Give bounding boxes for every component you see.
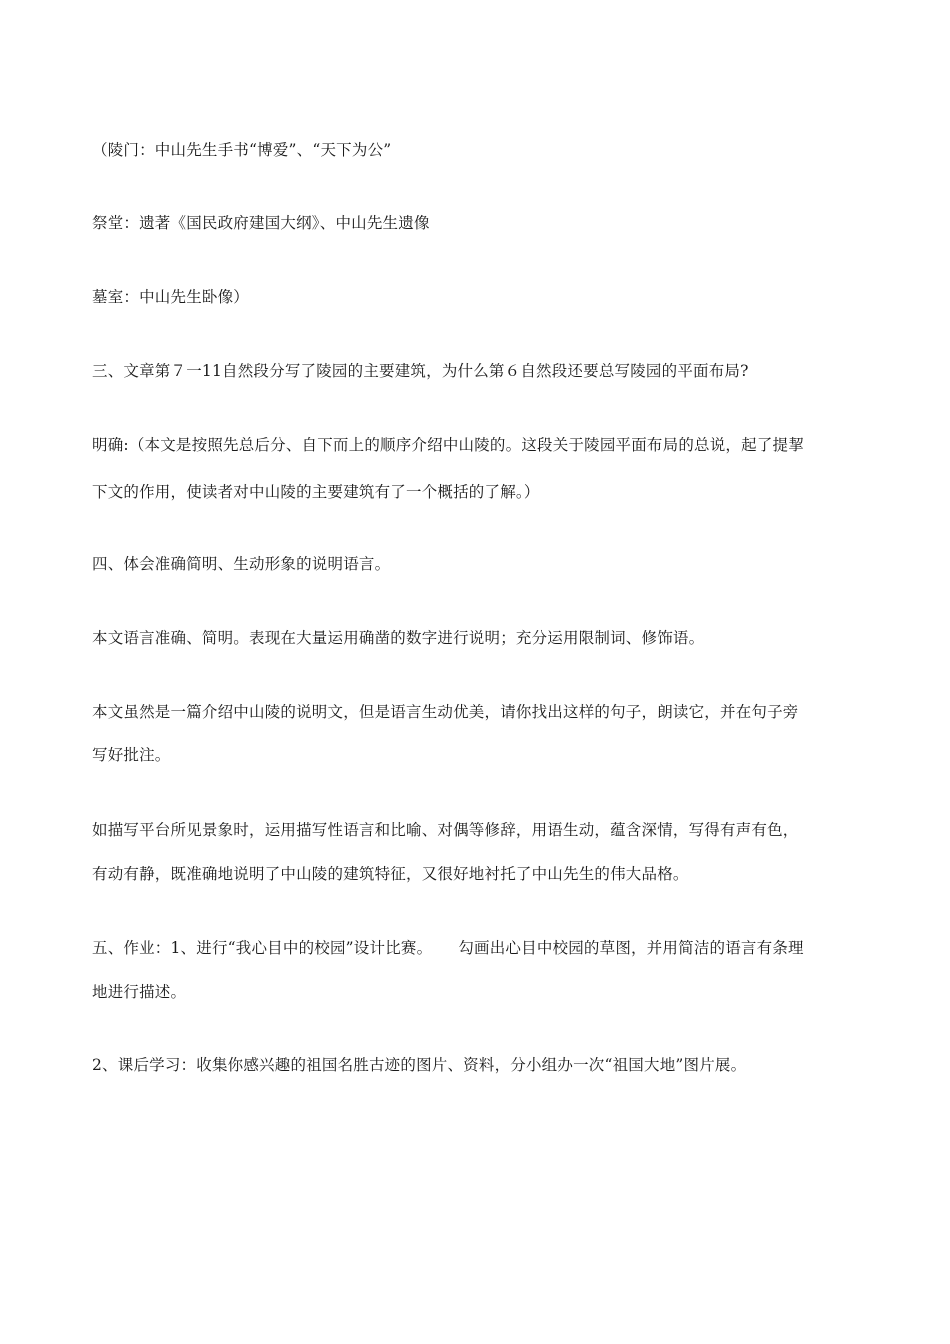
text-line-language-2b: 写好批注。 — [92, 746, 171, 764]
homework-part-a: 五、作业：1、进行“我心目中的校园”设计比赛。 — [92, 939, 433, 957]
text-line-jitang: 祭堂：遗著《国民政府建国大纲》、中山先生遗像 — [92, 214, 430, 232]
text-line-language-2a: 本文虽然是一篇介绍中山陵的说明文，但是语言生动优美，请你找出这样的句子，朗读它，并在句子旁 — [92, 703, 799, 721]
text-line-mushi: 墓室：中山先生卧像） — [92, 288, 250, 306]
text-line-homework-1 — [92, 938, 862, 958]
text-line-example-1: 如描写平台所见景象时，运用描写性语言和比喻、对偶等修辞，用语生动，蕴含深情，写得有声有色， — [92, 821, 799, 839]
text-line-example-2: 有动有静，既准确地说明了中山陵的建筑特征，又很好地衬托了中山先生的伟大品格。 — [92, 865, 689, 883]
text-line-language-1: 本文语言准确、简明。表现在大量运用确凿的数字进行说明；充分运用限制词、修饰语。 — [92, 629, 705, 647]
text-line-homework-2: 地进行描述。 — [92, 983, 187, 1001]
text-line-answer-2: 下文的作用，使读者对中山陵的主要建筑有了一个概括的了解。） — [92, 483, 540, 501]
text-line-lingmen: （陵门：中山先生手书“博爱”、“天下为公” — [92, 141, 392, 159]
text-line-section-three: 三、文章第７一11自然段分写了陵园的主要建筑，为什么第６自然段还要总写陵园的平面布局? — [92, 362, 749, 380]
text-line-section-four: 四、体会准确简明、生动形象的说明语言。 — [92, 555, 391, 573]
text-line-homework-3: 2、课后学习：收集你感兴趣的祖国名胜古迹的图片、资料，分小组办一次“祖国大地”图片展。 — [92, 1056, 747, 1074]
homework-part-b: 勾画出心目中校园的草图，并用简洁的语言有条理 — [458, 939, 804, 957]
text-line-answer-1: 明确:（本文是按照先总后分、自下而上的顺序介绍中山陵的。这段关于陵园平面布局的总说，起了提挈 — [92, 436, 804, 454]
